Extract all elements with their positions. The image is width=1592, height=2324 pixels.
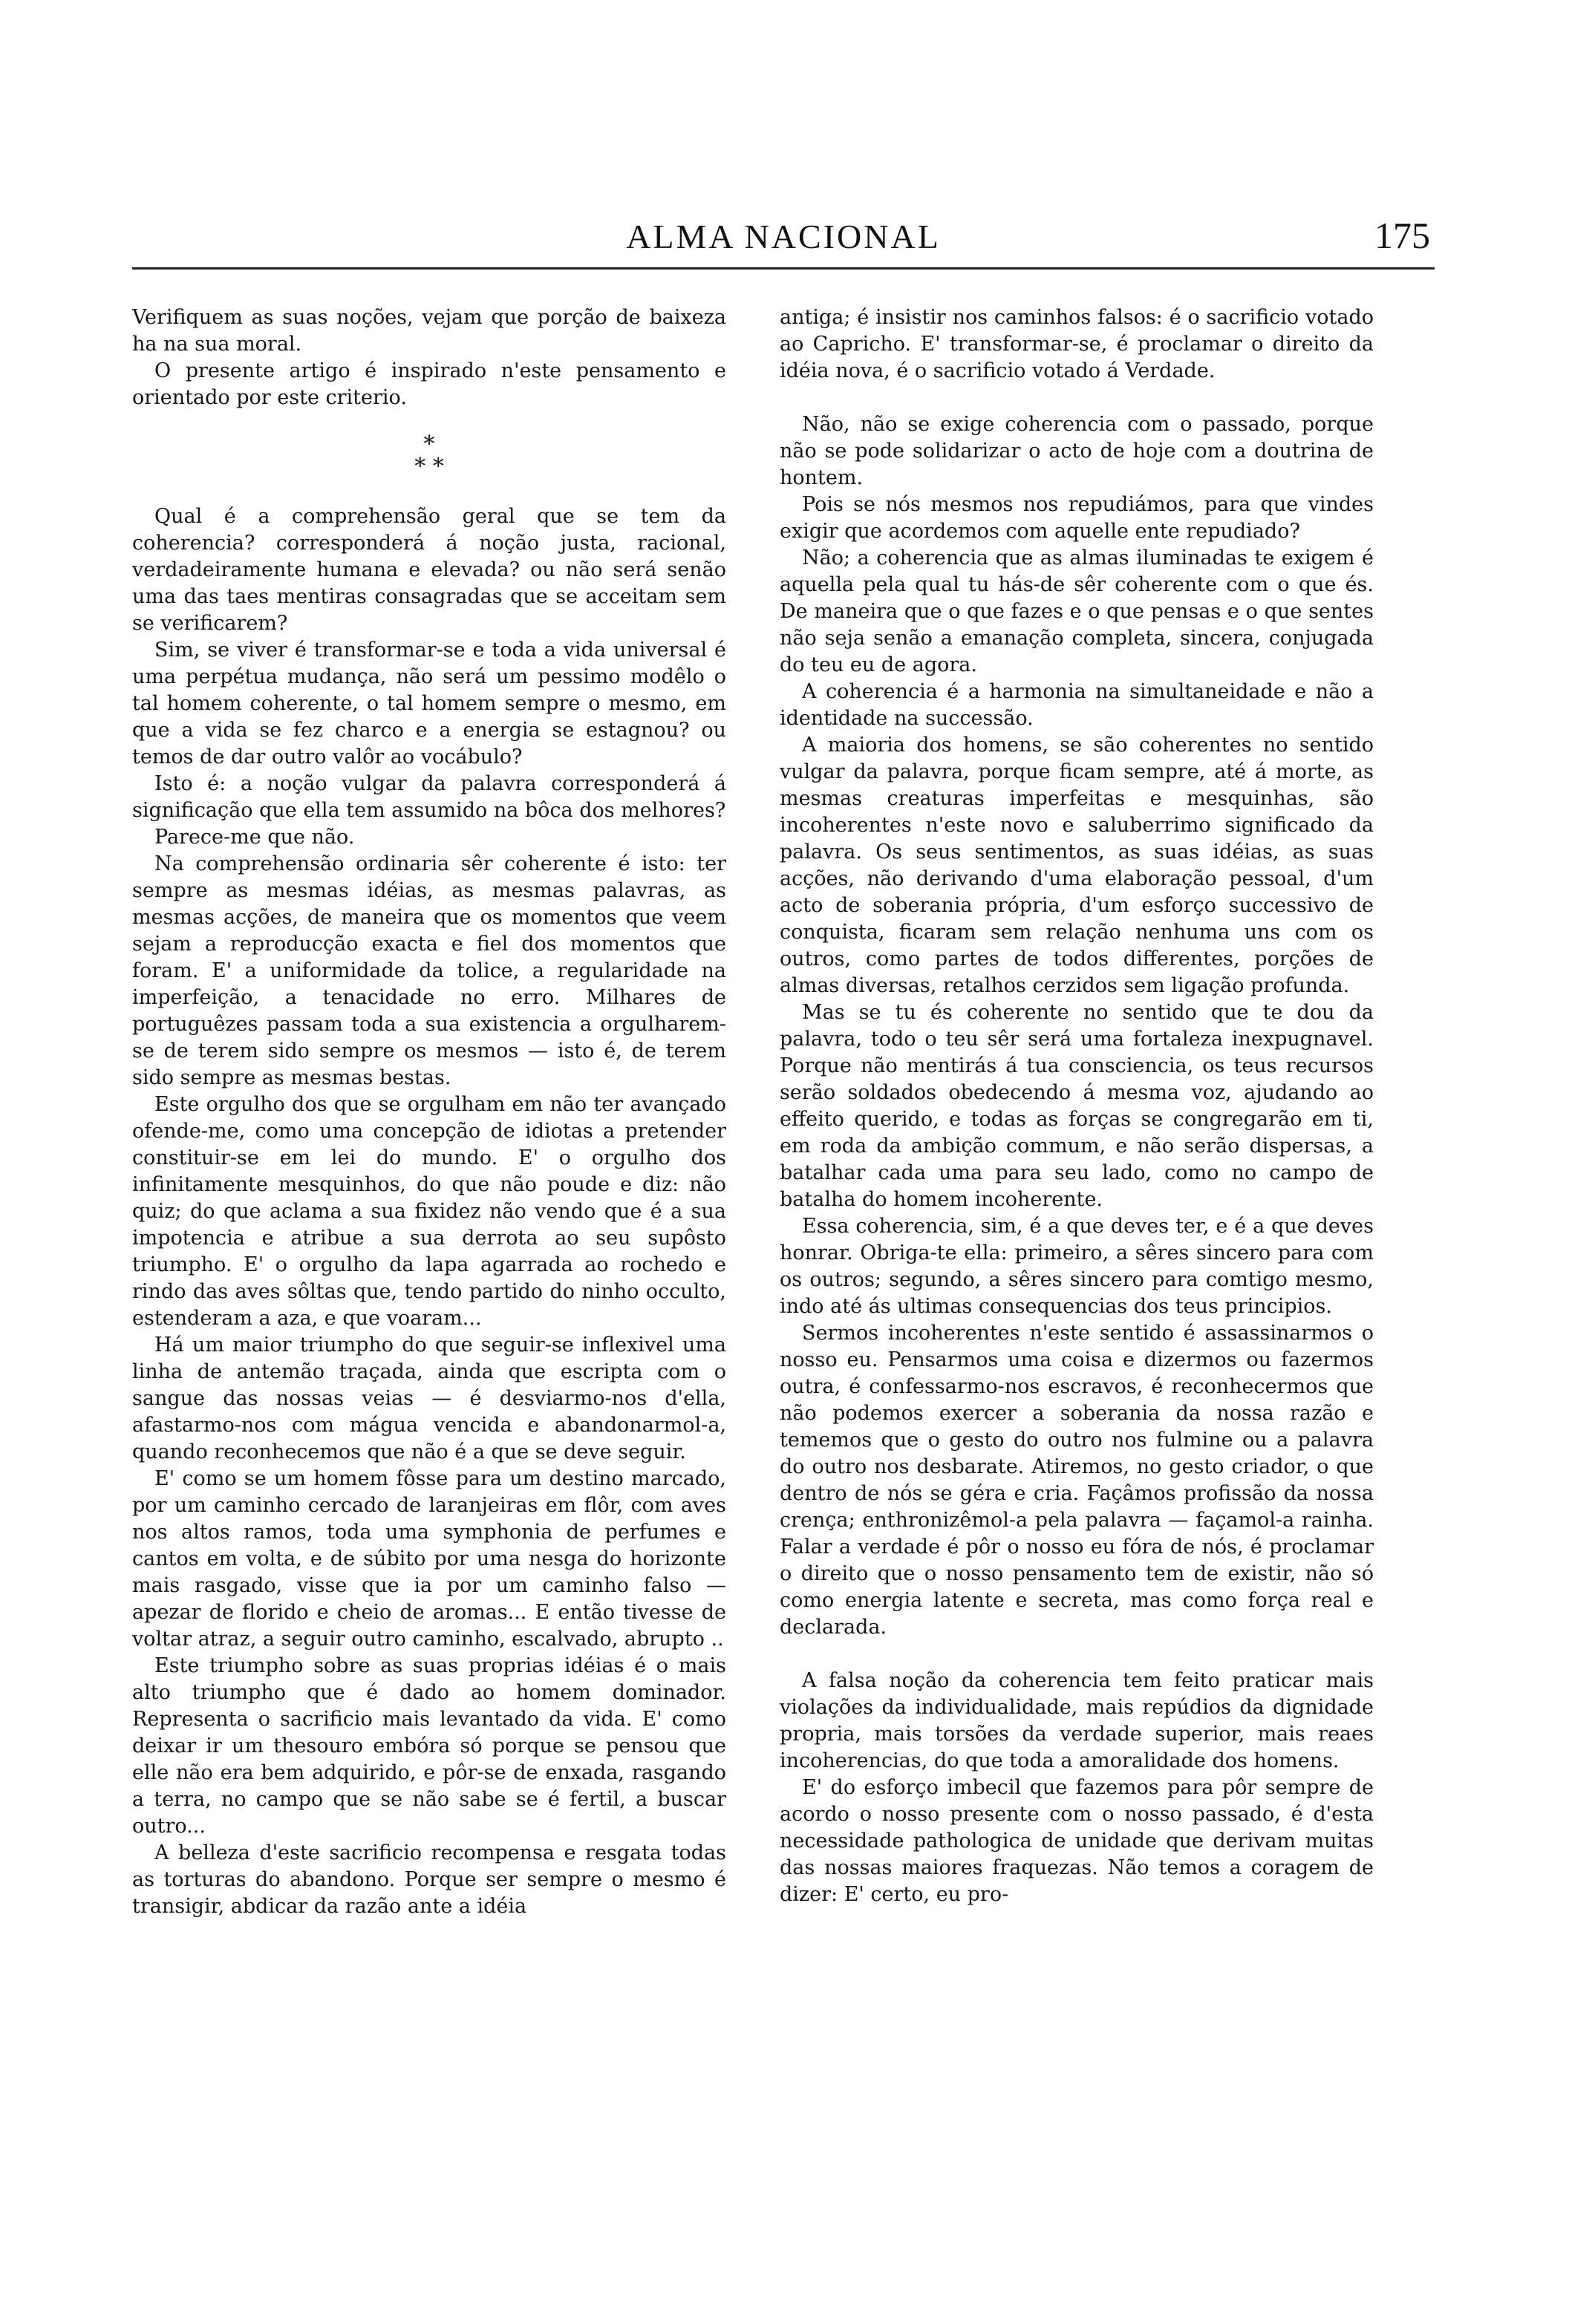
left-column bbox=[132, 304, 726, 1920]
paragraph: Parece-me que não. bbox=[154, 826, 355, 849]
paragraph: E' como se um homem fôsse para um destino marcado, por um caminho cercado de laranjeiras em flôr, com aves nos altos ramos, toda uma symphonia de perfumes e cantos em volta, e de súbito por uma nesga do horizonte mais rasgado, visse que ia por um caminho falso — apezar de florido e cheio de aromas... E então tivesse de voltar atraz, a seguir outro caminho, escalvado, abrupto .. bbox=[132, 1467, 726, 1651]
section-gap bbox=[780, 1641, 1374, 1668]
paragraph: antiga; é insistir nos caminhos falsos: é o sacrificio votado ao Capricho. E' transformar-se, é proclamar o direito da idéia nova, é o sacrificio votado á Verdade. bbox=[780, 306, 1374, 382]
paragraph: A coherencia é a harmonia na simultaneidade e não a identidade na successão. bbox=[780, 680, 1374, 730]
paragraph: Verifiquem as suas noções, vejam que porção de baixeza ha na sua moral. bbox=[132, 306, 726, 356]
asterism-top: * bbox=[423, 431, 435, 457]
paragraph: A falsa noção da coherencia tem feito praticar mais violações da individualidade, mais repúdios da dignidade propria, mais torsões da verdade superior, mais reaes incoherencias, do que toda a amoralidade dos homens. bbox=[780, 1669, 1374, 1772]
paragraph: Não; a coherencia que as almas iluminadas te exigem é aquella pela qual tu hás-de sêr coherente com o que és. De maneira que o que fazes e o que pensas e o que sentes não seja senão a emanação completa, sincera, conjugada do teu eu de agora. bbox=[780, 546, 1374, 676]
section-asterism bbox=[132, 431, 726, 480]
section-gap bbox=[780, 385, 1374, 411]
paragraph: Na comprehensão ordinaria sêr coherente é isto: ter sempre as mesmas idéias, as mesmas palavras, as mesmas acções, de maneira que os momentos que veem sejam a reproducção exacta e fiel dos momentos que foram. E' a uniformidade da tolice, a regularidade na imperfeição, a tenacidade no erro. Milhares de portuguêzes passam toda a sua existencia a orgulharem-se de terem sido sempre os mesmos — isto é, de terem sido sempre as mesmas bestas. bbox=[132, 852, 726, 1089]
paragraph: Este orgulho dos que se orgulham em não ter avançado ofende-me, como uma concepção de idiotas a pretender constituir-se em lei do mundo. E' o orgulho dos infinitamente mesquinhos, do que não poude e diz: não quiz; do que aclama a sua fixidez não vendo que é a sua impotencia e atribue a sua derrota ao seu supôsto triumpho. E' o orgulho da lapa agarrada ao rochedo e rindo das aves sôltas que, tendo partido do ninho occulto, estenderam a aza, e que voaram... bbox=[132, 1093, 726, 1330]
paragraph: A belleza d'este sacrificio recompensa e resgata todas as torturas do abandono. Porque ser sempre o mesmo é transigir, abdicar da razão ante a idéia bbox=[132, 1841, 726, 1918]
paragraph: Mas se tu és coherente no sentido que te dou da palavra, todo o teu sêr será uma fortaleza inexpugnavel. Porque não mentirás á tua consciencia, os teus recursos serão soldados obedecendo á mesma voz, ajudando ao effeito querido, e todas as forças se congregarão em ti, em roda da ambição commum, e não serão dispersas, a batalhar cada uma para seu lado, como no campo de batalha do homem incoherente. bbox=[780, 1001, 1374, 1211]
paragraph: O presente artigo é inspirado n'este pensamento e orientado por este criterio. bbox=[132, 359, 726, 409]
right-column bbox=[780, 304, 1374, 1908]
paragraph: Há um maior triumpho do que seguir-se inflexivel uma linha de antemão traçada, ainda que escripta com o sangue das nossas veias — é desviarmo-nos d'ella, afastarmo-nos com mágua vencida e abandonarmol-a, quando reconhecemos que não é a que se deve seguir. bbox=[132, 1334, 726, 1463]
running-header bbox=[132, 214, 1435, 267]
paragraph: Este triumpho sobre as suas proprias idéias é o mais alto triumpho que é dado ao homem dominador. Representa o sacrificio mais levantado da vida. E' como deixar ir um thesouro embóra só porque se pensou que elle não era bem adquirido, e pôr-se de enxada, rasgando a terra, no campo que se não sabe se é fertil, a buscar outro... bbox=[132, 1654, 726, 1838]
paragraph: Isto é: a noção vulgar da palavra corresponderá á significação que ella tem assumido na bôca dos melhores? bbox=[132, 772, 726, 822]
paragraph: Sim, se viver é transformar-se e toda a vida universal é uma perpétua mudança, não será um pessimo modêlo o tal homem coherente, o tal homem sempre o mesmo, em que a vida se fez charco e a energia se estagnou? ou temos de dar outro valôr ao vocábulo? bbox=[132, 639, 726, 768]
paragraph: E' do esforço imbecil que fazemos para pôr sempre de acordo o nosso presente com o nosso passado, é d'esta necessidade pathologica de unidade que derivam muitas das nossas maiores fraquezas. Não temos a coragem de dizer: E' certo, eu pro- bbox=[780, 1776, 1374, 1906]
paragraph: A maioria dos homens, se são coherentes no sentido vulgar da palavra, porque ficam sempre, até á morte, as mesmas creaturas imperfeitas e mesquinhas, são incoherentes n'este novo e saluberrimo significado da palavra. Os seus sentimentos, as suas idéias, as suas acções, não derivando d'uma elaboração pessoal, d'um acto de soberania própria, d'um esforço successivo de conquista, ficaram sem relação nenhuma uns com os outros, como partes de todos differentes, porções de almas diversas, retalhos cerzidos sem ligação profunda. bbox=[780, 734, 1374, 997]
paragraph: Pois se nós mesmos nos repudiámos, para que vindes exigir que acordemos com aquelle ente repudiado? bbox=[780, 493, 1374, 543]
paragraph: Sermos incoherentes n'este sentido é assassinarmos o nosso eu. Pensarmos uma coisa e dizermos ou fazermos outra, é confessarmo-nos escravos, é reconhecermos que não podemos exercer a soberania da nossa razão e tememos que o gesto do outro nos fulmine ou a palavra do outro nos desbarate. Atiremos, no gesto criador, o que dentro de nós se géra e cria. Façâmos profissão da nossa crença; enthronizêmol-a pela palavra — façamol-a rainha. Falar a verdade é pôr o nosso eu fóra de nós, é proclamar o direito que o nosso pensamento tem de existir, não só como energia latente e secreta, mas como força real e declarada. bbox=[780, 1322, 1374, 1639]
paragraph: Essa coherencia, sim, é a que deves ter, e é a que deves honrar. Obriga-te ella: primeiro, a sêres sincero para com os outros; segundo, a sêres sincero para comtigo mesmo, indo até ás ultimas consequencias dos teus principios. bbox=[780, 1215, 1374, 1318]
page-number: 175 bbox=[1374, 215, 1430, 256]
paragraph: Não, não se exige coherencia com o passado, porque não se pode solidarizar o acto de hoje com a doutrina de hontem. bbox=[780, 413, 1374, 489]
paragraph: Qual é a comprehensão geral que se tem da coherencia? corresponderá á noção justa, racional, verdadeiramente humana e elevada? ou não será senão uma das taes mentiras consagradas que se acceitam sem se verificarem? bbox=[132, 505, 726, 635]
header-rule bbox=[132, 267, 1435, 270]
journal-title: ALMA NACIONAL bbox=[626, 218, 941, 255]
asterism-bottom: * * bbox=[414, 454, 444, 480]
